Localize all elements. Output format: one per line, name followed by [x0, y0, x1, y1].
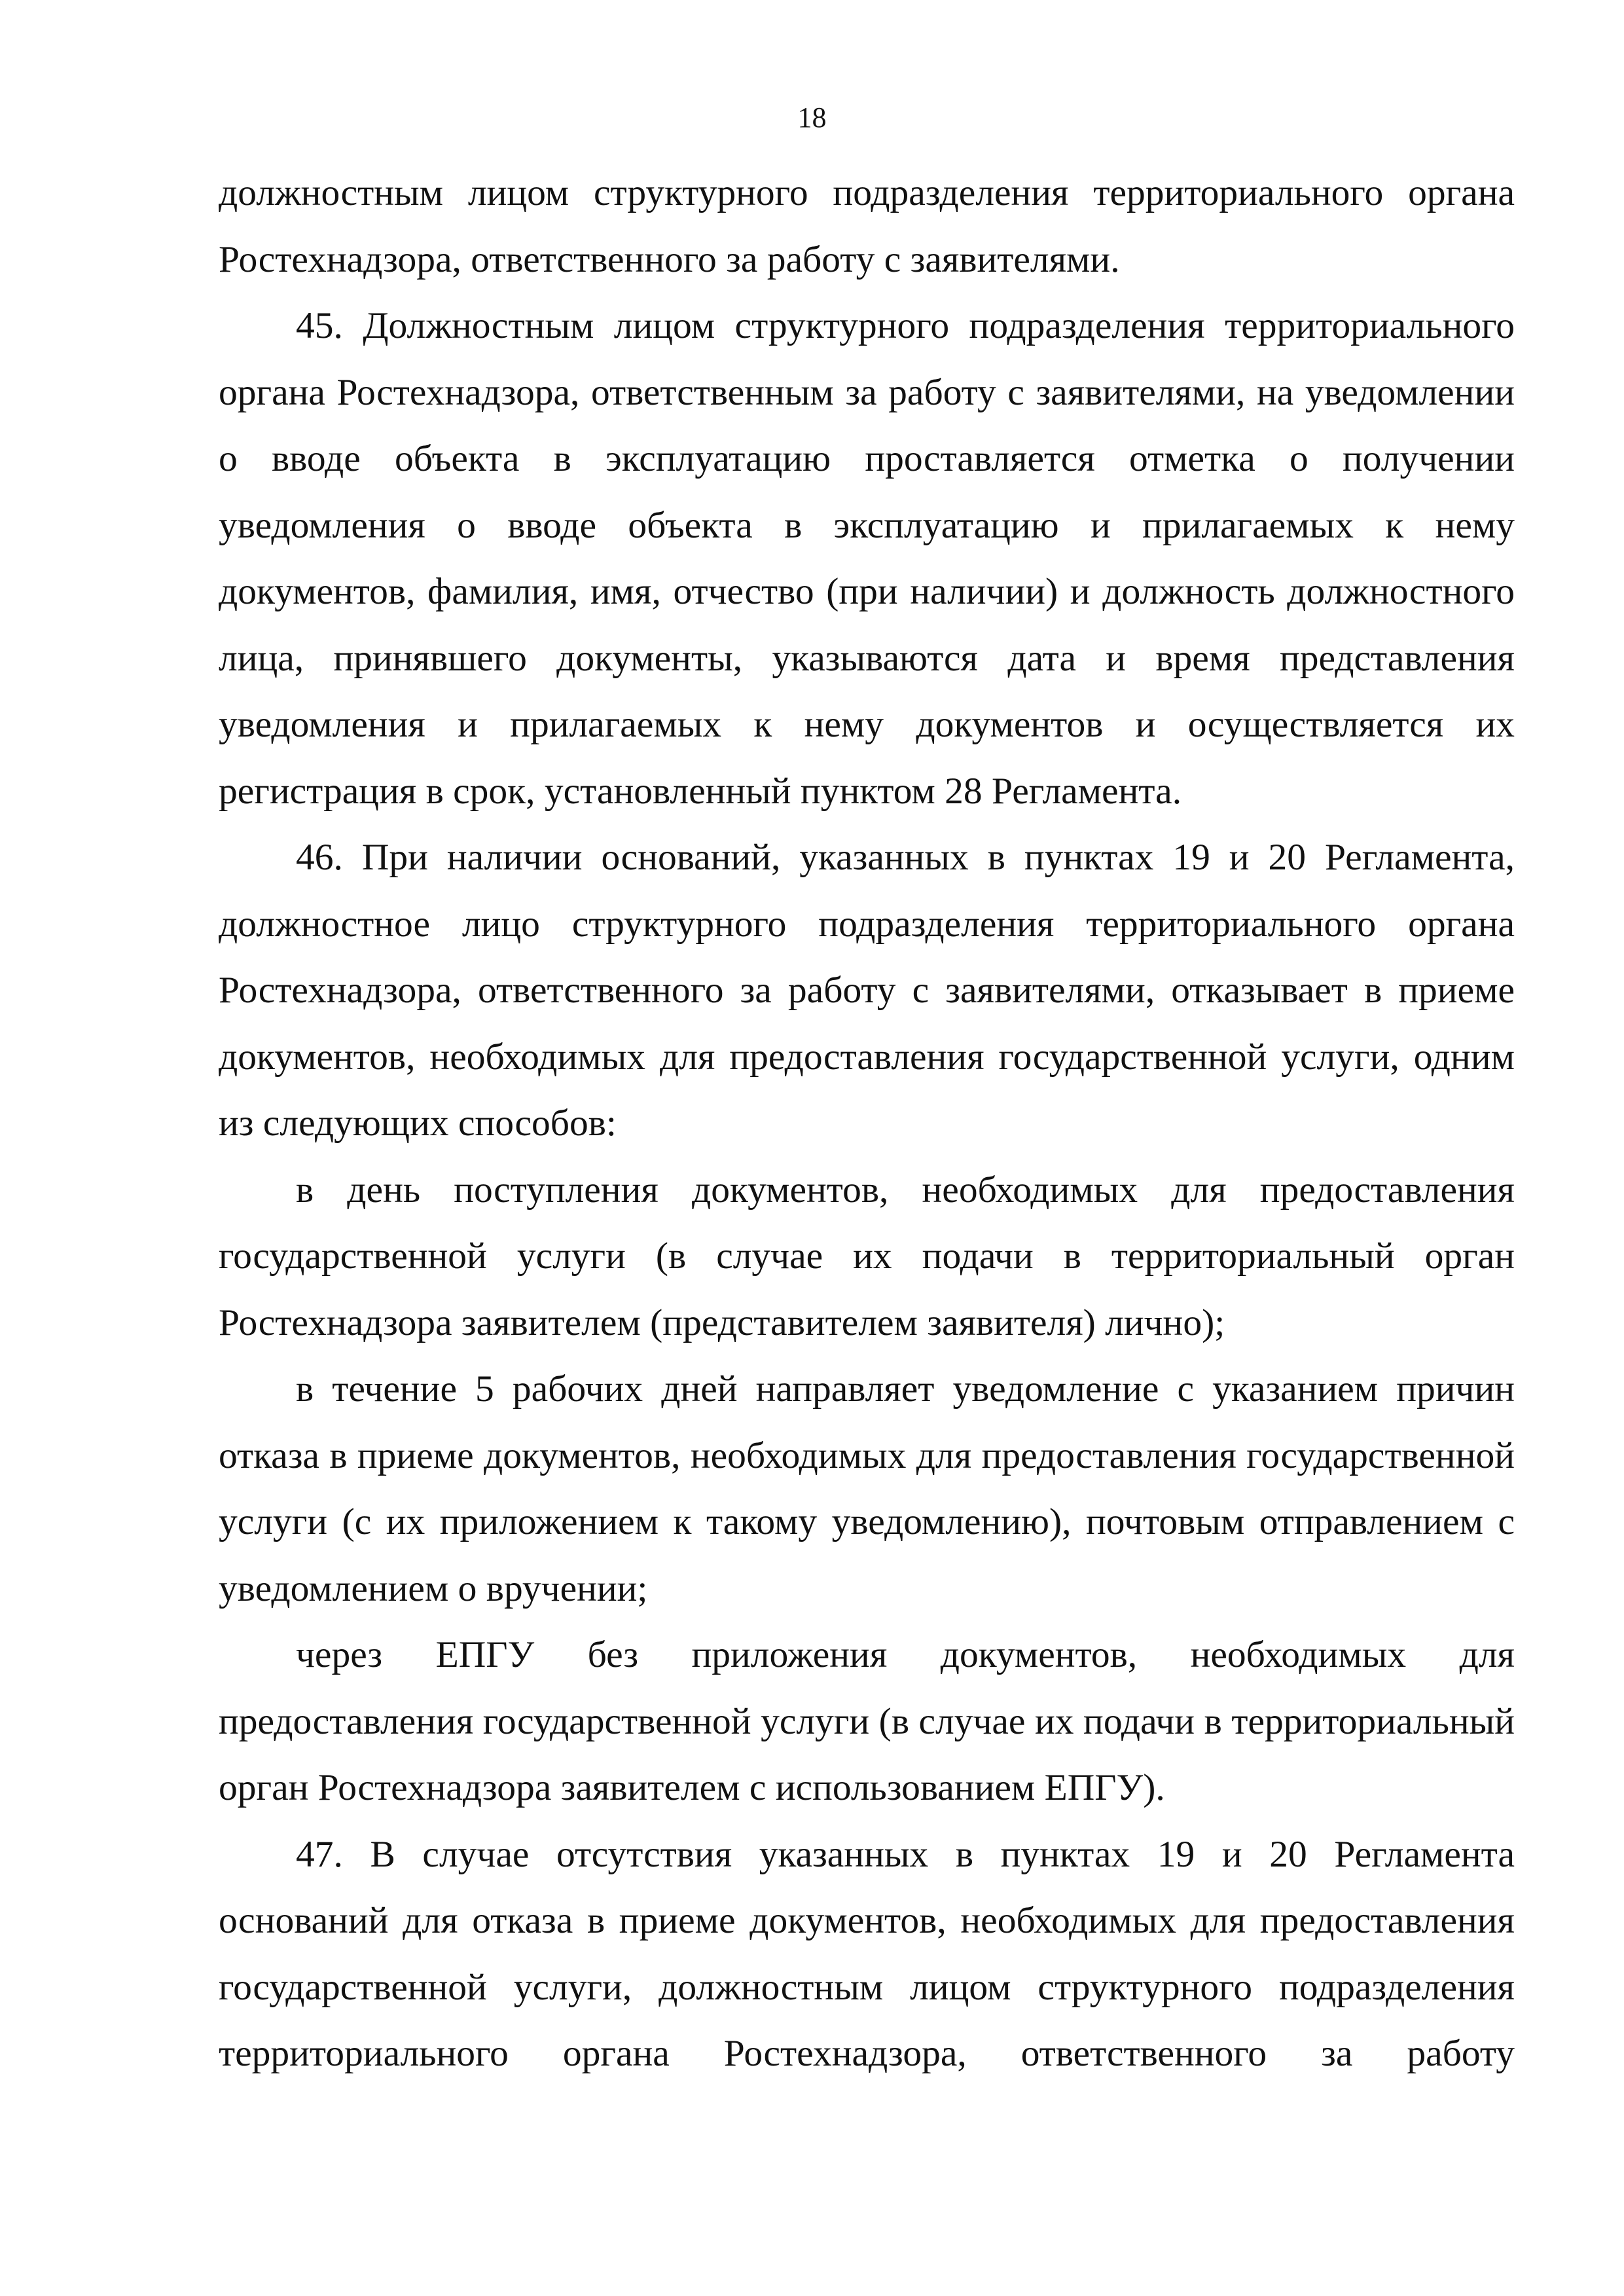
page-number: 18 — [797, 101, 827, 134]
paragraph-46-method-1: в день поступления документов, необходимых для предоставления государственной услуги (в случае их подачи в территориальный орган Ростехнадзора заявителем (представителем заявителя) лично); — [219, 1169, 1515, 1343]
paragraph-45: 45. Должностным лицом структурного подразделения территориального органа Ростехнадзора, ответственным за работу с заявителями, на уведомлении о вводе объекта в эксплуатацию проставляется отметка о получении уведомления о вводе объекта в эксплуатацию и прилагаемых к нему документов, фамилия, имя, отчество (при наличии) и должность должностного лица, принявшего документы, указываются дата и время представления уведомления и прилагаемых к нему документов и осуществляется их регистрация в срок, установленный пунктом 28 Регламента. — [219, 305, 1515, 812]
paragraph-46-method-2: в течение 5 рабочих дней направляет уведомление с указанием причин отказа в приеме документов, необходимых для предоставления государственной услуги (с их приложением к такому уведомлению), почтовым отправлением с уведомлением о вручении; — [219, 1368, 1515, 1609]
document-body — [219, 160, 1515, 2087]
paragraph-continuation: должностным лицом структурного подразделения территориального органа Ростехнадзора, ответственного за работу с заявителями. — [219, 172, 1515, 280]
paragraph-46-method-3: через ЕПГУ без приложения документов, необходимых для предоставления государственной услуги (в случае их подачи в территориальный орган Ростехнадзора заявителем с использованием ЕПГУ). — [219, 1634, 1515, 1808]
paragraph-47: 47. В случае отсутствия указанных в пунктах 19 и 20 Регламента оснований для отказа в приеме документов, необходимых для предоставления государственной услуги, должностным лицом структурного подразделения территориального органа Ростехнадзора, ответственного за работу — [219, 1833, 1515, 2074]
paragraph-46: 46. При наличии оснований, указанных в пунктах 19 и 20 Регламента, должностное лицо структурного подразделения территориального органа Ростехнадзора, ответственного за работу с заявителями, отказывает в приеме документов, необходимых для предоставления государственной услуги, одним из следующих способов: — [219, 837, 1515, 1144]
